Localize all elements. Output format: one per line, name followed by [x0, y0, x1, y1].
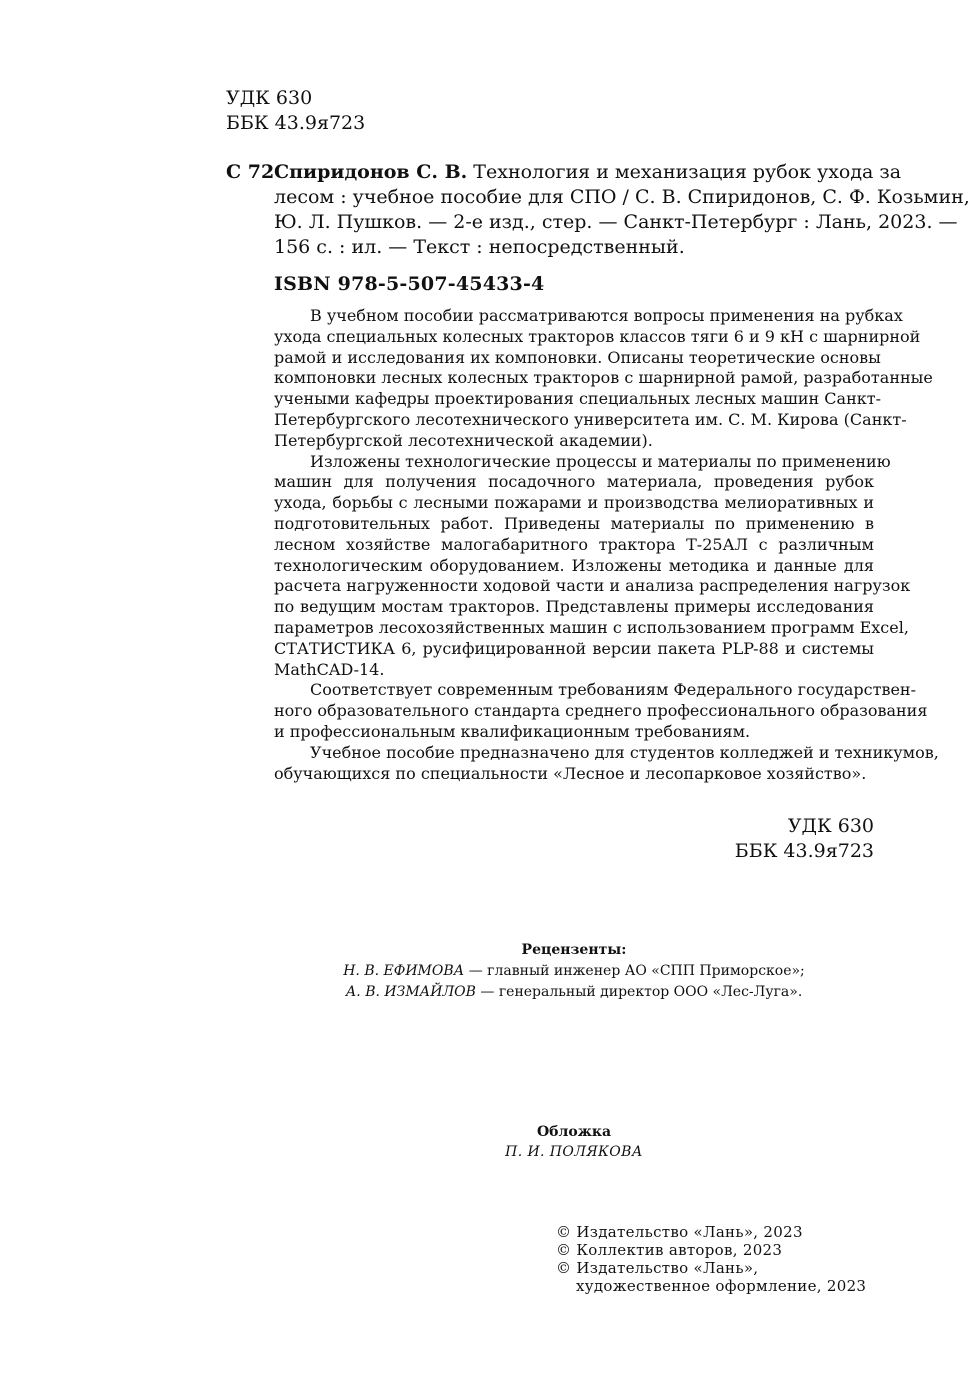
biblio-line: лесом : учебное пособие для СПО / С. В. Спиридонов, С. Ф. Козьмин,: [274, 186, 970, 208]
cover-credit: [274, 1122, 874, 1162]
copyright-line: © Издательство «Лань», 2023: [556, 1223, 803, 1241]
reviewer-role: — генеральный директор ООО «Лес-Луга».: [475, 984, 803, 1000]
abstract-line: ухода, борьбы с лесными пожарами и производства мелиоративных и: [274, 493, 874, 513]
abstract-line: подготовительных работ. Приведены материалы по применению в: [274, 513, 874, 533]
cover-artist: П. И. ПОЛЯКОВА: [505, 1144, 643, 1160]
abstract-line: по ведущим мостам тракторов. Представлены примеры исследования: [274, 597, 874, 617]
abstract-line: расчета нагруженности ходовой части и анализа распределения нагрузок: [274, 576, 911, 596]
reviewer-name: А. В. ИЗМАЙЛОВ: [345, 984, 476, 1000]
abstract-line: учеными кафедры проектирования специальных лесных машин Санкт-: [274, 389, 881, 409]
abstract-line: Изложены технологические процессы и материалы по применению: [310, 451, 891, 471]
cover-heading: Обложка: [536, 1124, 612, 1140]
isbn: ISBN 978-5-507-45433-4: [274, 273, 545, 295]
abstract-line: В учебном пособии рассматриваются вопросы применения на рубках: [310, 306, 903, 325]
abstract: [274, 306, 939, 784]
abstract-line: Соответствует современным требованиям Федерального государствен-: [310, 680, 916, 700]
bbk-code: ББК 43.9я723: [734, 840, 874, 862]
abstract-line: машин для получения посадочного материала, проведения рубок: [274, 472, 874, 492]
abstract-line: Петербургского лесотехнического университета им. С. М. Кирова (Санкт-: [274, 409, 907, 429]
abstract-line: Учебное пособие предназначено для студентов колледжей и техникумов,: [310, 742, 939, 762]
reviewers-block: [274, 940, 874, 1003]
bibliographic-record: [274, 160, 970, 260]
abstract-line: параметров лесохозяйственных машин с использованием программ Excel,: [274, 617, 909, 637]
biblio-line: Ю. Л. Пушков. — 2-е изд., стер. — Санкт-Петербург : Лань, 2023. —: [274, 211, 958, 233]
abstract-line: рамой и исследования их компоновки. Описаны теоретические основы: [274, 347, 881, 367]
biblio-line: 156 с. : ил. — Текст : непосредственный.: [274, 236, 685, 258]
udk-code: УДК 630: [226, 87, 313, 109]
reviewer-2: [274, 982, 874, 1003]
copyright-line: художественное оформление, 2023: [576, 1277, 867, 1295]
abstract-line: Петербургской лесотехнической академии).: [274, 430, 653, 450]
reviewer-role: — главный инженер АО «СПП Приморское»;: [464, 963, 805, 979]
copyright-line: © Коллектив авторов, 2023: [556, 1241, 783, 1259]
abstract-line: технологическим оборудованием. Изложены методика и данные для: [274, 555, 874, 575]
classification-bottom: [735, 814, 874, 864]
bbk-code: ББК 43.9я723: [226, 112, 366, 134]
copyright-block: [556, 1223, 866, 1295]
udk-code: УДК 630: [787, 815, 874, 837]
abstract-line: ного образовательного стандарта среднего профессионального образования: [274, 701, 928, 721]
abstract-line: и профессиональным квалификационным требованиям.: [274, 721, 751, 741]
title-text: Технология и механизация рубок ухода за: [467, 161, 902, 183]
abstract-line: ухода специальных колесных тракторов классов тяги 6 и 9 кН с шарнирной: [274, 326, 921, 346]
reviewers-heading: Рецензенты:: [521, 942, 627, 958]
abstract-line: обучающихся по специальности «Лесное и лесопарковое хозяйство».: [274, 763, 867, 783]
reviewer-name: Н. В. ЕФИМОВА: [343, 963, 465, 979]
classification-top: [226, 86, 365, 136]
abstract-line: MathCAD-14.: [274, 659, 385, 679]
copyright-line: © Издательство «Лань»,: [556, 1259, 759, 1277]
abstract-line: лесном хозяйстве малогабаритного трактора Т-25АЛ с различным: [274, 534, 874, 554]
author-name: Спиридонов С. В.: [274, 161, 468, 183]
reviewer-1: [274, 961, 874, 982]
abstract-line: СТАТИСТИКА 6, русифицированной версии пакета PLP-88 и системы: [274, 638, 874, 658]
abstract-line: компоновки лесных колесных тракторов с шарнирной рамой, разработанные: [274, 368, 933, 388]
author-mark: С 72: [226, 161, 275, 183]
